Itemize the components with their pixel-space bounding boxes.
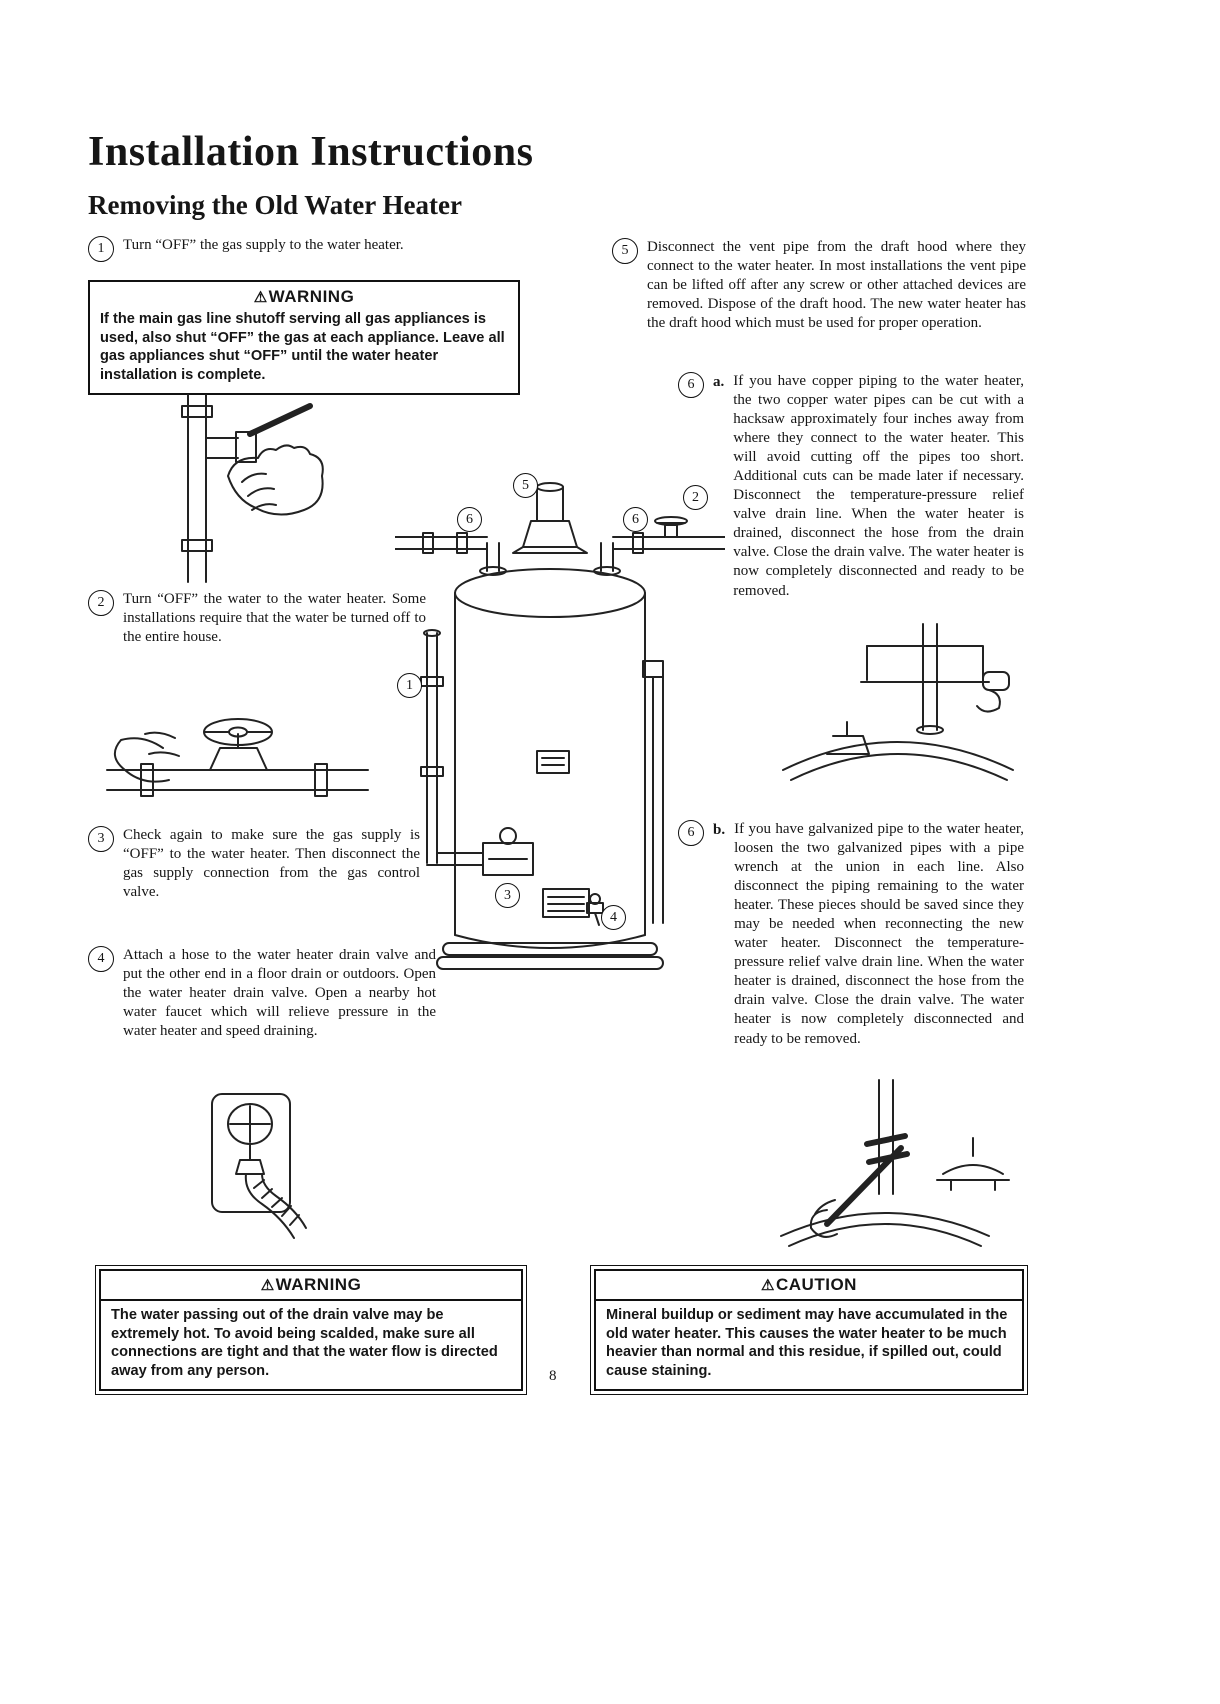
step-6b-number: 6	[678, 820, 704, 846]
warning-text: If the main gas line shutoff serving all gas appliances is used, also shut “OFF” the gas at each appliance. Leave all gas appliances shut “OFF” until the water heater installation is complete.	[100, 311, 505, 384]
warning2-text: The water passing out of the drain valve may be extremely hot. To avoid being scalded, make sure all connections are tight and that the water flow is directed away from any person.	[111, 1307, 498, 1380]
step-2-number: 2	[88, 590, 114, 616]
caution-icon: ⚠	[761, 1277, 775, 1294]
callout-6-left: 6	[457, 507, 482, 532]
step-3	[88, 826, 420, 902]
water-valve-illustration	[105, 690, 370, 818]
warning-label: WARNING	[268, 287, 355, 306]
step-3-number: 3	[88, 826, 114, 852]
callout-1: 1	[397, 673, 422, 698]
warning2-label: WARNING	[275, 1275, 362, 1294]
callout-6-right: 6	[623, 507, 648, 532]
warning-box-drain	[95, 1265, 527, 1395]
step-6b-prefix: b.	[713, 822, 726, 838]
page-title: Installation Instructions	[88, 129, 534, 175]
step-6a-prefix: a.	[713, 374, 725, 390]
step-2	[88, 590, 426, 647]
step-6a	[678, 372, 1024, 601]
warning-header	[100, 287, 508, 310]
step-5-text: Disconnect the vent pipe from the draft hood where they connect to the water heater. In most installations the vent pipe can be lifted off after any screw or other attached devices are removed. Dispose of the draft hood. The new water heater has the draft hood which must be used for proper operation.	[647, 239, 1026, 332]
step-5	[612, 238, 1026, 333]
step-4-text: Attach a hose to the water heater drain valve and put the other end in a floor drain or outdoors. Open the water heater drain valve. Open a nearby hot water faucet which will relieve pressure in the water heater and speed draining.	[123, 947, 436, 1040]
step-4-number: 4	[88, 946, 114, 972]
step-6a-text: If you have copper piping to the water heater, the two copper water pipes can be cut with a hacksaw approximately four inches away from where they connect to the water heater. This will avoid cutting off the pipes too short. Additional cuts can be made later if necessary. Disconnect the temperature-pressure relief valve drain line. When the water heater is drained, disconnect the hose from the drain valve. Close the drain valve. The water heater is now completely disconnected and ready to be removed.	[733, 373, 1024, 599]
warning-icon: ⚠	[260, 1277, 275, 1294]
step-6b-text: If you have galvanized pipe to the water heater, loosen the two galvanized pipes with a pipe wrench at the union in each line. Also disconnect the piping remaining to the water heater. These pieces should be saved since they may be needed when reconnecting the new water heater. Disconnect the temperature-pressure relief valve drain line. When the water heater is drained, disconnect the hose from the drain valve. Close the drain valve. The water heater is now completely disconnected and ready to be removed.	[734, 821, 1024, 1047]
step-1-number: 1	[88, 236, 114, 262]
pipe-wrench-illustration	[775, 1078, 1020, 1250]
water-heater-diagram	[395, 465, 725, 1005]
caution-label: CAUTION	[776, 1275, 857, 1294]
step-4	[88, 946, 436, 1041]
step-1	[88, 236, 528, 262]
caution-header	[596, 1271, 1022, 1301]
step-6b	[678, 820, 1024, 1049]
step-3-text: Check again to make sure the gas supply is “OFF” to the water heater. Then disconnect the gas supply connection from the gas control valve.	[123, 827, 420, 901]
warning2-header	[101, 1271, 521, 1301]
caution-box	[590, 1265, 1028, 1395]
callout-3: 3	[495, 883, 520, 908]
drain-hose-illustration	[198, 1088, 353, 1250]
step-6a-number: 6	[678, 372, 704, 398]
copper-pipe-cutting-illustration	[775, 618, 1020, 786]
step-2-text: Turn “OFF” the water to the water heater. Some installations require that the water be turned off to the entire house.	[123, 591, 426, 646]
warning-icon: ⚠	[253, 289, 268, 306]
callout-5: 5	[513, 473, 538, 498]
step-5-number: 5	[612, 238, 638, 264]
section-title: Removing the Old Water Heater	[88, 190, 462, 220]
step-1-text: Turn “OFF” the gas supply to the water heater.	[123, 237, 404, 253]
caution-text: Mineral buildup or sediment may have accumulated in the old water heater. This causes the water heater to be much heavier than normal and this residue, if spilled out, could cause staining.	[606, 1307, 1008, 1380]
gas-shutoff-illustration	[118, 390, 378, 586]
warning-box-gas	[88, 280, 520, 395]
callout-2: 2	[683, 485, 708, 510]
page-number: 8	[549, 1368, 557, 1384]
callout-4: 4	[601, 905, 626, 930]
